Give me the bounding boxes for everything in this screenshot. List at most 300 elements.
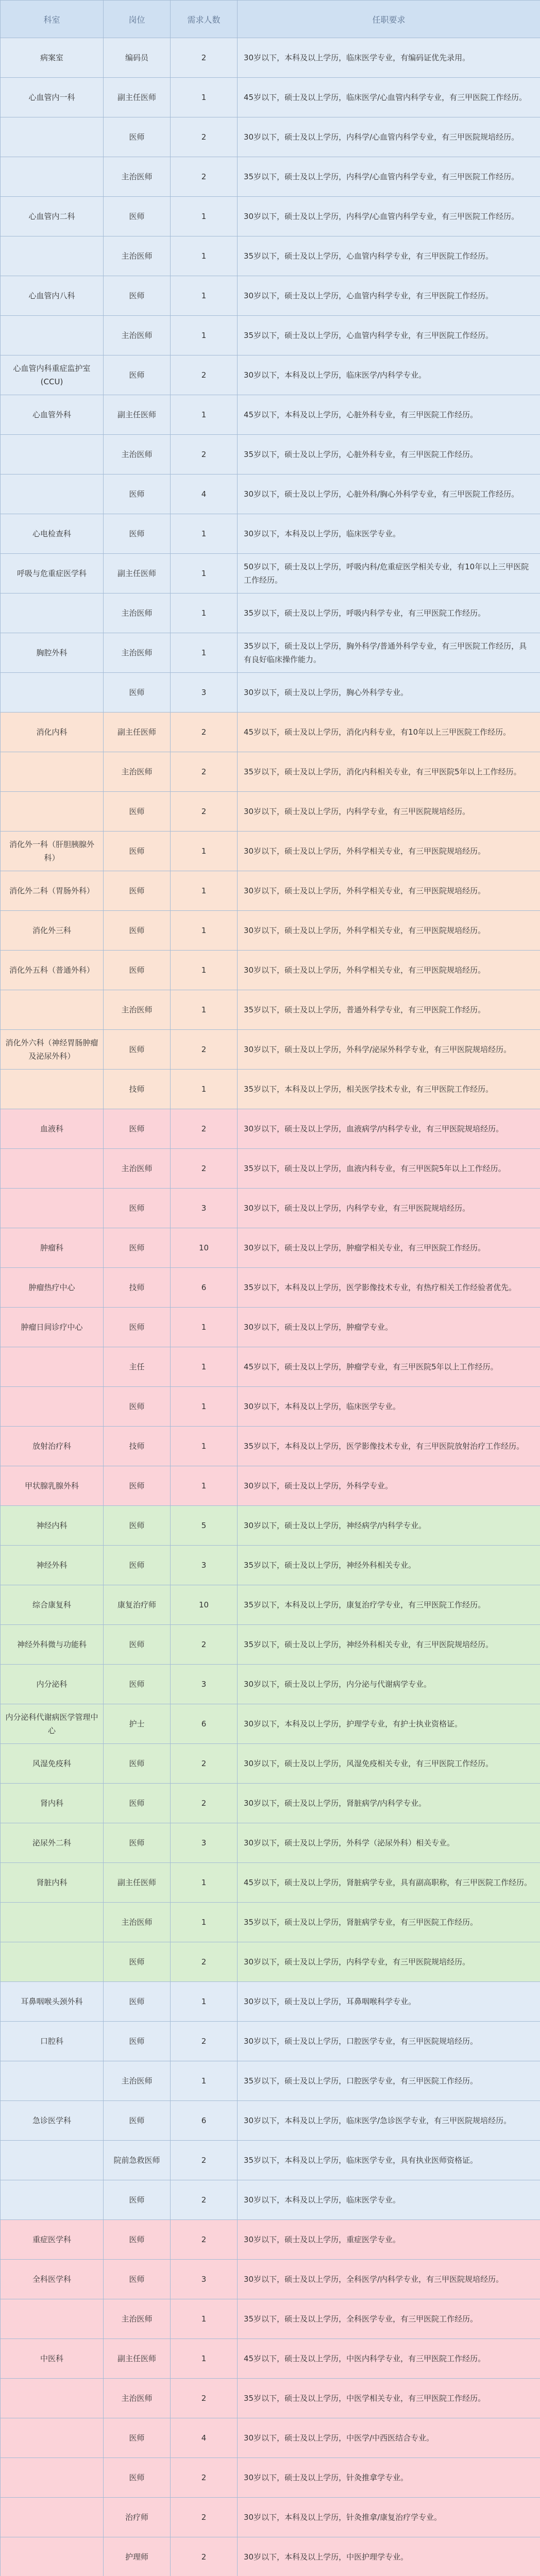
cell-position: 技师 [104,1070,171,1109]
cell-position: 副主任医师 [104,554,171,594]
table-row [1,1387,540,1427]
cell-position: 医师 [104,1030,171,1070]
cell-count: 2 [171,792,238,832]
cell-requirement: 50岁以下，硕士及以上学历，呼吸内科/危重症医学相关专业，有10年以上三甲医院工作经历。 [238,554,540,594]
cell-requirement: 30岁以下，本科及以上学历，临床医学/急诊医学专业，有三甲医院规培经历。 [238,2101,540,2141]
cell-count: 3 [171,1823,238,1863]
table-row [1,673,540,713]
cell-requirement: 30岁以下，硕士及以上学历，胸心外科学专业。 [238,673,540,713]
table-row [1,1665,540,1704]
cell-count: 2 [171,38,238,78]
cell-position: 主治医师 [104,435,171,474]
cell-requirement: 35岁以下，硕士及以上学历，消化内科相关专业，有三甲医院5年以上工作经历。 [238,752,540,792]
cell-requirement: 30岁以下，本科及以上学历，护理学专业，有护士执业资格证。 [238,1704,540,1744]
table-row [1,1347,540,1387]
cell-count: 2 [171,1109,238,1149]
cell-department: 放射治疗科 [1,1427,104,1466]
cell-count: 2 [171,2498,238,2537]
cell-position: 医师 [104,1506,171,1546]
cell-department: 内分泌科代谢病医学管理中心 [1,1704,104,1744]
cell-position: 医师 [104,2220,171,2260]
cell-count: 6 [171,1268,238,1308]
cell-position: 副主任医师 [104,1863,171,1903]
cell-requirement: 30岁以下，硕士及以上学历，外科学相关专业，有三甲医院规培经历。 [238,951,540,990]
cell-requirement: 35岁以下，硕士及以上学历，神经外科相关专业，有三甲医院规培经历。 [238,1625,540,1665]
cell-requirement: 35岁以下，硕士及以上学历，血液内科专业，有三甲医院5年以上工作经历。 [238,1149,540,1189]
cell-count: 2 [171,2022,238,2061]
cell-requirement: 45岁以下，硕士及以上学历，消化内科专业，有10年以上三甲医院工作经历。 [238,713,540,752]
cell-department: 消化内科 [1,713,104,752]
cell-department [1,316,104,355]
table-row [1,2537,540,2576]
cell-department [1,1347,104,1387]
cell-position: 医师 [104,1109,171,1149]
table-row [1,2498,540,2537]
header-row [1,1,540,38]
cell-department [1,792,104,832]
cell-position: 治疗师 [104,2498,171,2537]
cell-position: 医师 [104,2101,171,2141]
table-row [1,1823,540,1863]
cell-position: 医师 [104,1982,171,2022]
cell-department: 呼吸与危重症医学科 [1,554,104,594]
cell-department [1,1189,104,1228]
table-row [1,1585,540,1625]
table-row [1,2260,540,2299]
cell-position: 副主任医师 [104,2339,171,2379]
cell-count: 2 [171,2537,238,2576]
cell-department [1,117,104,157]
cell-requirement: 45岁以下，硕士及以上学历，肾脏病学专业，具有副高职称，有三甲医院工作经历。 [238,1863,540,1903]
cell-requirement: 30岁以下，硕士及以上学历，内分泌与代谢病学专业。 [238,1665,540,1704]
cell-requirement: 30岁以下，本科及以上学历，中医护理学专业。 [238,2537,540,2576]
cell-position: 主治医师 [104,594,171,633]
cell-count: 6 [171,1704,238,1744]
cell-position: 医师 [104,1466,171,1506]
cell-position: 医师 [104,1546,171,1585]
cell-requirement: 30岁以下，硕士及以上学历，外科学相关专业，有三甲医院规培经历。 [238,871,540,911]
table-row [1,1625,540,1665]
cell-count: 2 [171,752,238,792]
cell-department [1,2180,104,2220]
cell-requirement: 30岁以下，硕士及以上学历，重症医学专业。 [238,2220,540,2260]
table-row [1,2101,540,2141]
table-row [1,911,540,951]
cell-department: 心血管外科 [1,395,104,435]
cell-requirement: 30岁以下，硕士及以上学历，针灸推拿学专业。 [238,2458,540,2498]
table-row [1,1189,540,1228]
table-row [1,474,540,514]
cell-requirement: 35岁以下，本科及以上学历，临床医学专业，具有执业医师资格证。 [238,2141,540,2180]
cell-position: 主治医师 [104,2061,171,2101]
cell-count: 2 [171,117,238,157]
cell-department: 消化外一科（肝胆胰腺外科） [1,832,104,871]
table-row [1,1784,540,1823]
cell-position: 医师 [104,197,171,236]
cell-position: 主治医师 [104,990,171,1030]
cell-department [1,2299,104,2339]
table-row [1,1903,540,1942]
table-row [1,1308,540,1347]
cell-count: 2 [171,355,238,395]
cell-requirement: 30岁以下，硕士及以上学历，外科学专业。 [238,1466,540,1506]
cell-requirement: 35岁以下，本科及以上学历，医学影像技术专业，有热疗相关工作经验者优先。 [238,1268,540,1308]
cell-department [1,990,104,1030]
cell-requirement: 30岁以下，硕士及以上学历，心血管内科学专业，有三甲医院工作经历。 [238,276,540,316]
cell-requirement: 30岁以下，硕士及以上学历，外科学相关专业，有三甲医院规培经历。 [238,911,540,951]
header-count: 需求人数 [171,1,238,38]
table-row [1,78,540,117]
cell-count: 2 [171,1149,238,1189]
cell-position: 主治医师 [104,1149,171,1189]
cell-position: 编码员 [104,38,171,78]
cell-department: 心血管内科重症监护室(CCU) [1,355,104,395]
cell-department [1,435,104,474]
cell-requirement: 35岁以下，硕士及以上学历，全科医学专业，有三甲医院工作经历。 [238,2299,540,2339]
table-row [1,951,540,990]
cell-requirement: 30岁以下，硕士及以上学历，心脏外科/胸心外科学专业，有三甲医院工作经历。 [238,474,540,514]
cell-count: 4 [171,2418,238,2458]
cell-department: 全科医学科 [1,2260,104,2299]
cell-count: 1 [171,316,238,355]
cell-count: 1 [171,554,238,594]
cell-position: 医师 [104,832,171,871]
table-row [1,554,540,594]
cell-requirement: 30岁以下，本科及以上学历，临床医学专业，有编码证优先录用。 [238,38,540,78]
cell-position: 主治医师 [104,316,171,355]
table-row [1,1506,540,1546]
cell-department [1,2379,104,2418]
cell-department [1,474,104,514]
cell-requirement: 35岁以下，硕士及以上学历，心血管内科学专业，有三甲医院工作经历。 [238,236,540,276]
table-row [1,514,540,554]
cell-requirement: 30岁以下，硕士及以上学历，内科学专业，有三甲医院规培经历。 [238,1189,540,1228]
cell-department: 肿瘤日间诊疗中心 [1,1308,104,1347]
cell-position: 医师 [104,673,171,713]
cell-position: 副主任医师 [104,78,171,117]
cell-position: 医师 [104,117,171,157]
cell-requirement: 35岁以下，硕士及以上学历，内科学/心血管内科学专业，有三甲医院工作经历。 [238,157,540,197]
cell-department: 病案室 [1,38,104,78]
cell-count: 2 [171,157,238,197]
table-body [1,38,540,2576]
cell-requirement: 35岁以下，硕士及以上学历，胸外科学/普通外科学专业，有三甲医院工作经历，具有良好临床操作能力。 [238,633,540,673]
table-row [1,435,540,474]
header-department: 科室 [1,1,104,38]
cell-count: 6 [171,2101,238,2141]
table-row [1,2220,540,2260]
cell-requirement: 30岁以下，硕士及以上学历，风湿免疫相关专业，有三甲医院工作经历。 [238,1744,540,1784]
cell-count: 10 [171,1585,238,1625]
cell-department [1,2537,104,2576]
cell-count: 3 [171,1665,238,1704]
table-row [1,1070,540,1109]
cell-count: 1 [171,1466,238,1506]
cell-department [1,1070,104,1109]
cell-count: 3 [171,1546,238,1585]
cell-count: 1 [171,832,238,871]
table-row [1,792,540,832]
table-row [1,157,540,197]
table-row [1,1268,540,1308]
cell-count: 2 [171,713,238,752]
cell-position: 主治医师 [104,2299,171,2339]
cell-position: 医师 [104,514,171,554]
cell-position: 医师 [104,1625,171,1665]
cell-department [1,157,104,197]
cell-department [1,2141,104,2180]
cell-department [1,752,104,792]
cell-count: 1 [171,871,238,911]
table-row [1,594,540,633]
table-row [1,2141,540,2180]
cell-position: 医师 [104,2180,171,2220]
table-row [1,2458,540,2498]
cell-department [1,1903,104,1942]
table-row [1,38,540,78]
cell-count: 1 [171,1863,238,1903]
cell-position: 医师 [104,792,171,832]
table-row [1,2418,540,2458]
cell-count: 1 [171,1903,238,1942]
cell-position: 院前急救医师 [104,2141,171,2180]
cell-position: 主任 [104,1347,171,1387]
table-row [1,1466,540,1506]
cell-count: 4 [171,474,238,514]
cell-requirement: 35岁以下，本科及以上学历，相关医学技术专业，有三甲医院工作经历。 [238,1070,540,1109]
cell-department: 甲状腺乳腺外科 [1,1466,104,1506]
table-row [1,2061,540,2101]
cell-requirement: 30岁以下，硕士及以上学历，肿瘤学相关专业，有三甲医院工作经历。 [238,1228,540,1268]
cell-position: 主治医师 [104,633,171,673]
cell-department: 内分泌科 [1,1665,104,1704]
cell-count: 10 [171,1228,238,1268]
cell-department: 肿瘤科 [1,1228,104,1268]
cell-requirement: 35岁以下，硕士及以上学历，普通外科学专业，有三甲医院工作经历。 [238,990,540,1030]
cell-count: 1 [171,276,238,316]
cell-count: 2 [171,2220,238,2260]
cell-position: 医师 [104,1744,171,1784]
cell-count: 1 [171,1387,238,1427]
cell-position: 技师 [104,1427,171,1466]
cell-count: 1 [171,78,238,117]
cell-department [1,594,104,633]
cell-position: 医师 [104,2458,171,2498]
cell-department: 重症医学科 [1,2220,104,2260]
cell-count: 1 [171,1347,238,1387]
cell-department: 耳鼻咽喉头颈外科 [1,1982,104,2022]
header-requirement: 任职要求 [238,1,540,38]
cell-department: 消化外二科（胃肠外科） [1,871,104,911]
cell-requirement: 30岁以下，硕士及以上学历，外科学相关专业，有三甲医院规培经历。 [238,832,540,871]
cell-department: 消化外六科（神经胃肠肿瘤及泌尿外科） [1,1030,104,1070]
table-row [1,1744,540,1784]
cell-count: 3 [171,2260,238,2299]
cell-department: 泌尿外二科 [1,1823,104,1863]
cell-count: 1 [171,1427,238,1466]
table-row [1,1030,540,1070]
cell-position: 医师 [104,2418,171,2458]
table-row [1,2180,540,2220]
cell-position: 技师 [104,1268,171,1308]
cell-requirement: 35岁以下，硕士及以上学历，心脏外科专业，有三甲医院工作经历。 [238,435,540,474]
cell-count: 1 [171,1308,238,1347]
cell-count: 2 [171,2458,238,2498]
cell-count: 2 [171,2180,238,2220]
cell-department: 心血管内八科 [1,276,104,316]
cell-department: 神经外科微与功能科 [1,1625,104,1665]
cell-requirement: 30岁以下，硕士及以上学历，内科学/心血管内科学专业，有三甲医院规培经历。 [238,117,540,157]
cell-requirement: 30岁以下，硕士及以上学历，血液病学/内科学专业，有三甲医院规培经历。 [238,1109,540,1149]
cell-department [1,673,104,713]
cell-requirement: 45岁以下，硕士及以上学历，中医内科学专业，有三甲医院工作经历。 [238,2339,540,2379]
cell-department: 心血管内一科 [1,78,104,117]
cell-department: 风湿免疫科 [1,1744,104,1784]
table-row [1,752,540,792]
cell-department: 消化外三科 [1,911,104,951]
cell-requirement: 30岁以下，硕士及以上学历，内科学/心血管内科学专业，有三甲医院工作经历。 [238,197,540,236]
table-row [1,1942,540,1982]
table-row [1,117,540,157]
cell-count: 3 [171,673,238,713]
cell-position: 副主任医师 [104,713,171,752]
table-row [1,1228,540,1268]
cell-requirement: 30岁以下，硕士及以上学历，耳鼻咽喉科学专业。 [238,1982,540,2022]
table-row [1,1149,540,1189]
cell-department: 肾内科 [1,1784,104,1823]
cell-position: 副主任医师 [104,395,171,435]
cell-department: 肾脏内科 [1,1863,104,1903]
cell-position: 医师 [104,1189,171,1228]
cell-count: 1 [171,990,238,1030]
cell-department: 急诊医学科 [1,2101,104,2141]
cell-department [1,2061,104,2101]
cell-count: 1 [171,2299,238,2339]
cell-count: 1 [171,911,238,951]
cell-requirement: 30岁以下，本科及以上学历，临床医学/内科学专业。 [238,355,540,395]
cell-department [1,1387,104,1427]
cell-department [1,2458,104,2498]
cell-department: 综合康复科 [1,1585,104,1625]
cell-requirement: 30岁以下，硕士及以上学历，全科医学/内科学专业，有三甲医院规培经历。 [238,2260,540,2299]
cell-requirement: 35岁以下，硕士及以上学历，中医学相关专业，有三甲医院工作经历。 [238,2379,540,2418]
table-row [1,316,540,355]
cell-count: 1 [171,1070,238,1109]
cell-requirement: 35岁以下，本科及以上学历，医学影像技术专业，有三甲医院放射治疗工作经历。 [238,1427,540,1466]
table-row [1,1546,540,1585]
cell-count: 1 [171,1982,238,2022]
cell-department [1,1149,104,1189]
cell-position: 主治医师 [104,1903,171,1942]
cell-count: 1 [171,236,238,276]
cell-requirement: 30岁以下，硕士及以上学历，外科学（泌尿外科）相关专业。 [238,1823,540,1863]
cell-requirement: 30岁以下，硕士及以上学历，外科学/泌尿外科学专业，有三甲医院规培经历。 [238,1030,540,1070]
cell-count: 1 [171,2061,238,2101]
cell-count: 1 [171,395,238,435]
cell-count: 2 [171,1942,238,1982]
table-row [1,197,540,236]
table-row [1,832,540,871]
table-row [1,871,540,911]
cell-department: 口腔科 [1,2022,104,2061]
cell-position: 医师 [104,1308,171,1347]
cell-position: 医师 [104,951,171,990]
cell-position: 医师 [104,1823,171,1863]
cell-requirement: 45岁以下，硕士及以上学历，肿瘤学专业，有三甲医院5年以上工作经历。 [238,1347,540,1387]
cell-count: 1 [171,514,238,554]
cell-count: 2 [171,1030,238,1070]
table-row [1,1863,540,1903]
table-row [1,2339,540,2379]
cell-requirement: 30岁以下，本科及以上学历，临床医学专业。 [238,1387,540,1427]
cell-requirement: 30岁以下，硕士及以上学历，口腔医学专业，有三甲医院规培经历。 [238,2022,540,2061]
cell-department: 神经外科 [1,1546,104,1585]
table-row [1,2379,540,2418]
table-row [1,276,540,316]
cell-department [1,2498,104,2537]
cell-department: 消化外五科（普通外科） [1,951,104,990]
cell-requirement: 45岁以下，本科及以上学历，心脏外科专业，有三甲医院工作经历。 [238,395,540,435]
cell-position: 医师 [104,1387,171,1427]
table-row [1,633,540,673]
cell-department: 心血管内二科 [1,197,104,236]
cell-count: 1 [171,594,238,633]
table-row [1,1427,540,1466]
cell-count: 1 [171,951,238,990]
cell-position: 主治医师 [104,236,171,276]
cell-position: 护士 [104,1704,171,1744]
cell-department [1,236,104,276]
cell-count: 2 [171,2141,238,2180]
cell-count: 2 [171,1744,238,1784]
cell-requirement: 35岁以下，硕士及以上学历，神经外科相关专业。 [238,1546,540,1585]
cell-count: 1 [171,2339,238,2379]
cell-position: 护理师 [104,2537,171,2576]
cell-requirement: 30岁以下，本科及以上学历，临床医学专业。 [238,514,540,554]
cell-count: 2 [171,1784,238,1823]
cell-department: 中医科 [1,2339,104,2379]
cell-count: 2 [171,435,238,474]
table-row [1,2299,540,2339]
table-row [1,395,540,435]
cell-position: 主治医师 [104,2379,171,2418]
cell-requirement: 30岁以下，硕士及以上学历，肿瘤学专业。 [238,1308,540,1347]
cell-department: 心电检查科 [1,514,104,554]
cell-requirement: 30岁以下，硕士及以上学历，神经病学/内科学专业。 [238,1506,540,1546]
cell-requirement: 35岁以下，硕士及以上学历，呼吸内科学专业，有三甲医院工作经历。 [238,594,540,633]
cell-position: 医师 [104,474,171,514]
cell-requirement: 30岁以下，硕士及以上学历，内科学专业，有三甲医院规培经历。 [238,792,540,832]
cell-requirement: 35岁以下，硕士及以上学历，肾脏病学专业，有三甲医院工作经历。 [238,1903,540,1942]
cell-position: 医师 [104,2022,171,2061]
cell-position: 主治医师 [104,157,171,197]
cell-position: 医师 [104,1665,171,1704]
table-row [1,713,540,752]
cell-position: 医师 [104,871,171,911]
table-row [1,1704,540,1744]
cell-position: 医师 [104,2260,171,2299]
cell-requirement: 35岁以下，硕士及以上学历，口腔医学专业，有三甲医院工作经历。 [238,2061,540,2101]
cell-count: 2 [171,1625,238,1665]
cell-position: 主治医师 [104,752,171,792]
cell-position: 康复治疗师 [104,1585,171,1625]
cell-position: 医师 [104,1228,171,1268]
cell-requirement: 30岁以下，硕士及以上学历，内科学专业，有三甲医院规培经历。 [238,1942,540,1982]
cell-position: 医师 [104,911,171,951]
cell-position: 医师 [104,355,171,395]
table-row [1,1109,540,1149]
table-row [1,355,540,395]
